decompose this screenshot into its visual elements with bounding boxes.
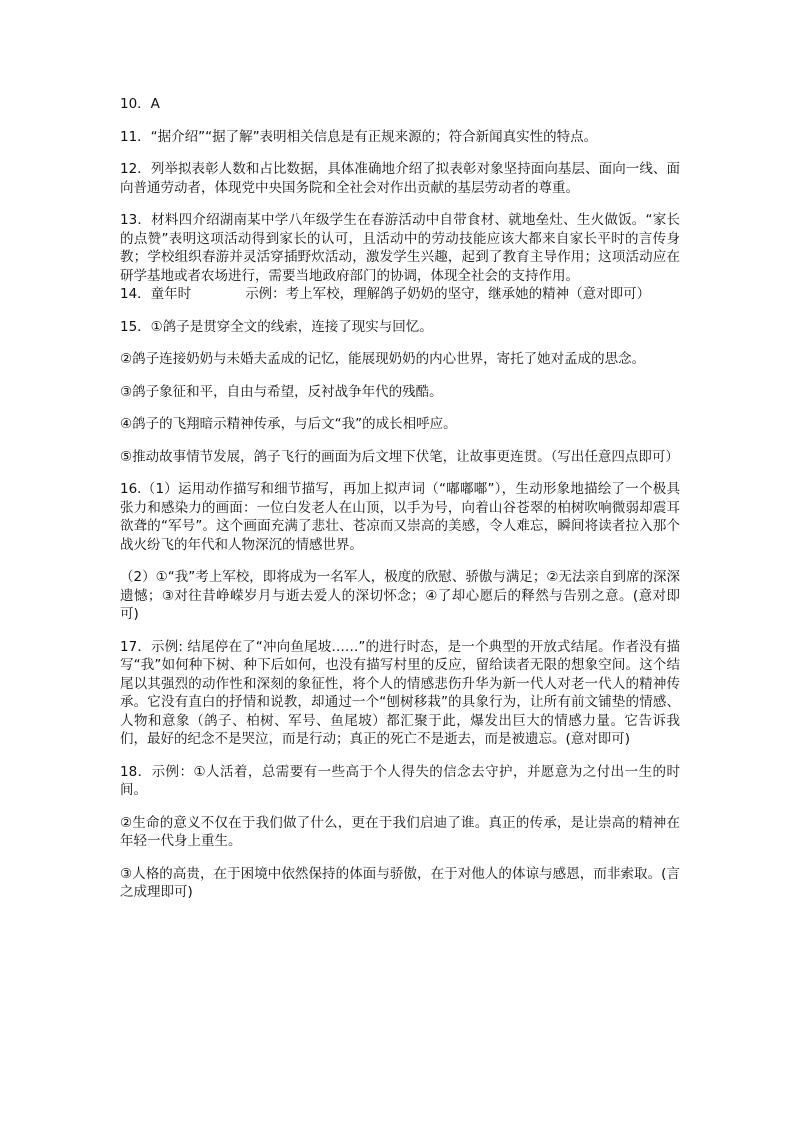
answer-sheet — [120, 95, 680, 916]
answer-14-text: 示例：考上军校，理解鸽子奶奶的坚守，继承她的精神（意对即可） — [245, 286, 651, 302]
answer-18-2: ②生命的意义不仅在于我们做了什么，更在于我们启迪了谁。真正的传承，是让崇高的精神在年轻一代身上重生。 — [120, 814, 680, 849]
answer-18-1: 18．示例：①人活着，总需要有一些高于个人得失的信念去守护，并愿意为之付出一生的时间。 — [120, 763, 680, 798]
answer-14-prefix: 14．童年时 — [120, 286, 192, 302]
answer-15-3: ③鸽子象征和平，自由与希望，反衬战争年代的残酷。 — [120, 383, 443, 400]
answer-14 — [120, 285, 680, 304]
answer-10: 10．A — [120, 96, 160, 112]
answer-17: 17．示例: 结尾停在了“冲向鱼尾坡……”的进行时态，是一个典型的开放式结尾。作者没有描写“我”如何种下树、种下后如何，也没有描写村里的反应，留给读者无限的想象空间。这个结尾以其强烈的动作性和深刻的象征性，将个人的情感悲伤升华为新一代人对老一代人的精神传承。它没有直白的抒情和说教，却通过一个“刨树移栽”的具象行为，让所有前文铺垫的情感、人物和意象（鸽子、柏树、军号、鱼尾坡）都汇聚于此，爆发出巨大的情感力量。它告诉我们，最好的纪念不是哭泣，而是行动；真正的死亡不是逝去，而是被遗忘。(意对即可) — [120, 638, 680, 747]
answer-18-3: ③人格的高贵，在于困境中依然保持的体面与骄傲，在于对他人的体谅与感恩，而非索取。(言之成理即可) — [120, 865, 680, 900]
answer-15-1: 15．①鸽子是贯穿全文的线索，连接了现实与回忆。 — [120, 318, 433, 335]
answer-15-2: ②鸽子连接奶奶与未婚夫孟成的记忆，能展现奶奶的内心世界，寄托了她对孟成的思念。 — [120, 351, 646, 367]
answer-11: 11．“据介绍”“据了解”表明相关信息是有正规来源的；符合新闻真实性的特点。 — [120, 128, 598, 145]
answer-12: 12．列举拟表彰人数和占比数据，具体准确地介绍了拟表彰对象坚持面向基层、面向一线、面向普通劳动者，体现党中央国务院和全社会对作出贡献的基层劳动者的尊重。 — [120, 161, 680, 196]
answer-16-2: （2）①“我”考上军校，即将成为一名军人，极度的欣慰、骄傲与满足；②无法亲自到席的深深遗憾；③对往昔峥嵘岁月与逝去爱人的深切怀念；④了却心愿后的释然与告别之意。(意对即可) — [120, 569, 680, 622]
answer-15-5: ⑤推动故事情节发展，鸽子飞行的画面为后文埋下伏笔，让故事更连贯。（写出任意四点即可） — [120, 448, 679, 465]
answer-15-4: ④鸽子的飞翔暗示精神传承，与后文“我”的成长相呼应。 — [120, 416, 457, 432]
answer-13: 13．材料四介绍湖南某中学八年级学生在春游活动中自带食材、就地垒灶、生火做饭。“家长的点赞”表明这项活动得到家长的认可，且活动中的劳动技能应该大都来自家长平时的言传身教；学校组织春游并灵活穿插野炊活动，激发学生兴趣，起到了教育主导作用；这项活动应在研学基地或者农场进行，需要当地政府部门的协调，体现全社会的支持作用。 — [120, 212, 680, 284]
answer-16-1: 16.（1）运用动作描写和细节描写，再加上拟声词（“嘟嘟嘟”），生动形象地描绘了一个极具张力和感染力的画面：一位白发老人在山顶，以手为号，向着山谷苍翠的柏树吹响微弱却震耳欲聋的“军号”。这个画面充满了悲壮、苍凉而又崇高的美感，令人难忘，瞬间将读者拉入那个战火纷飞的年代和人物深沉的情感世界。 — [120, 481, 680, 553]
